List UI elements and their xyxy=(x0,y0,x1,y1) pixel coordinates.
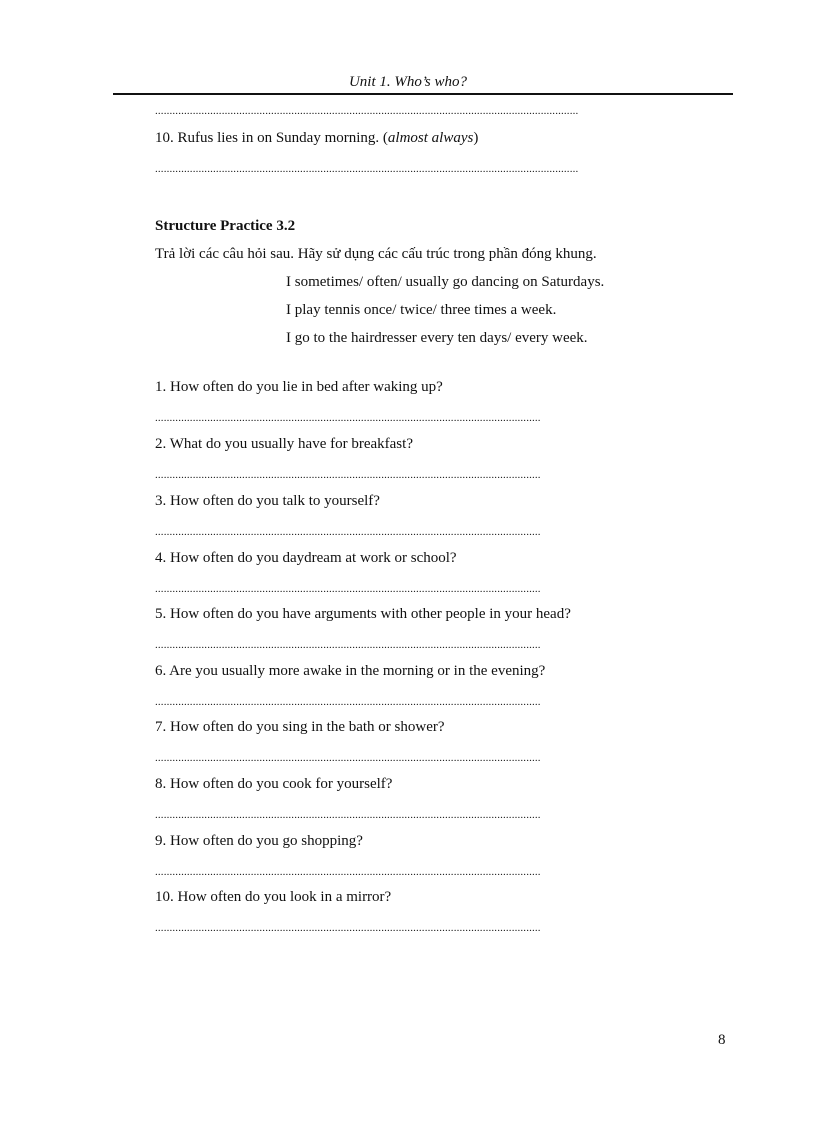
answer-line-10: ..................................................................................................................................... xyxy=(155,922,541,934)
example-sentence-1: I sometimes/ often/ usually go dancing on Saturdays. xyxy=(286,274,605,290)
question-4: 4. How often do you daydream at work or school? xyxy=(155,550,457,566)
question-8: 8. How often do you cook for yourself? xyxy=(155,776,393,792)
question-3: 3. How often do you talk to yourself? xyxy=(155,493,380,509)
question-5: 5. How often do you have arguments with other people in your head? xyxy=(155,606,571,622)
answer-line-2: ..................................................................................................................................... xyxy=(155,469,541,481)
example-sentence-3: I go to the hairdresser every ten days/ every week. xyxy=(286,330,588,346)
exercise-item-10 xyxy=(155,128,478,148)
answer-line-9: ..................................................................................................................................... xyxy=(155,866,541,878)
question-10: 10. How often do you look in a mirror? xyxy=(155,889,392,905)
answer-line-7: ..................................................................................................................................... xyxy=(155,752,541,764)
answer-line-8: ..................................................................................................................................... xyxy=(155,809,541,821)
section-instruction: Trả lời các câu hỏi sau. Hãy sử dụng các cấu trúc trong phần đóng khung. xyxy=(155,246,597,262)
answer-line-5: ..................................................................................................................................... xyxy=(155,639,541,651)
answer-line-1: ..................................................................................................................................... xyxy=(155,412,541,424)
example-sentence-2: I play tennis once/ twice/ three times a week. xyxy=(286,302,557,318)
question-7: 7. How often do you sing in the bath or shower? xyxy=(155,719,445,735)
exercise-item-10-text: 10. Rufus lies in on Sunday morning. ( xyxy=(155,130,388,146)
section-title: Structure Practice 3.2 xyxy=(155,218,296,234)
exercise-item-10-close: ) xyxy=(473,130,479,146)
answer-line: .................................................................................................................................................. xyxy=(155,163,579,175)
answer-line-3: ..................................................................................................................................... xyxy=(155,526,541,538)
answer-line-6: ..................................................................................................................................... xyxy=(155,696,541,708)
question-2: 2. What do you usually have for breakfast? xyxy=(155,436,413,452)
answer-line-4: ..................................................................................................................................... xyxy=(155,583,541,595)
header-divider xyxy=(113,93,733,95)
question-9: 9. How often do you go shopping? xyxy=(155,833,363,849)
page-number: 8 xyxy=(718,1032,726,1048)
page-header-title: Unit 1. Who’s who? xyxy=(348,74,468,90)
question-1: 1. How often do you lie in bed after waking up? xyxy=(155,379,443,395)
exercise-item-10-adverb: almost always xyxy=(387,130,474,146)
question-6: 6. Are you usually more awake in the morning or in the evening? xyxy=(155,663,546,679)
answer-line: .................................................................................................................................................. xyxy=(155,105,579,117)
